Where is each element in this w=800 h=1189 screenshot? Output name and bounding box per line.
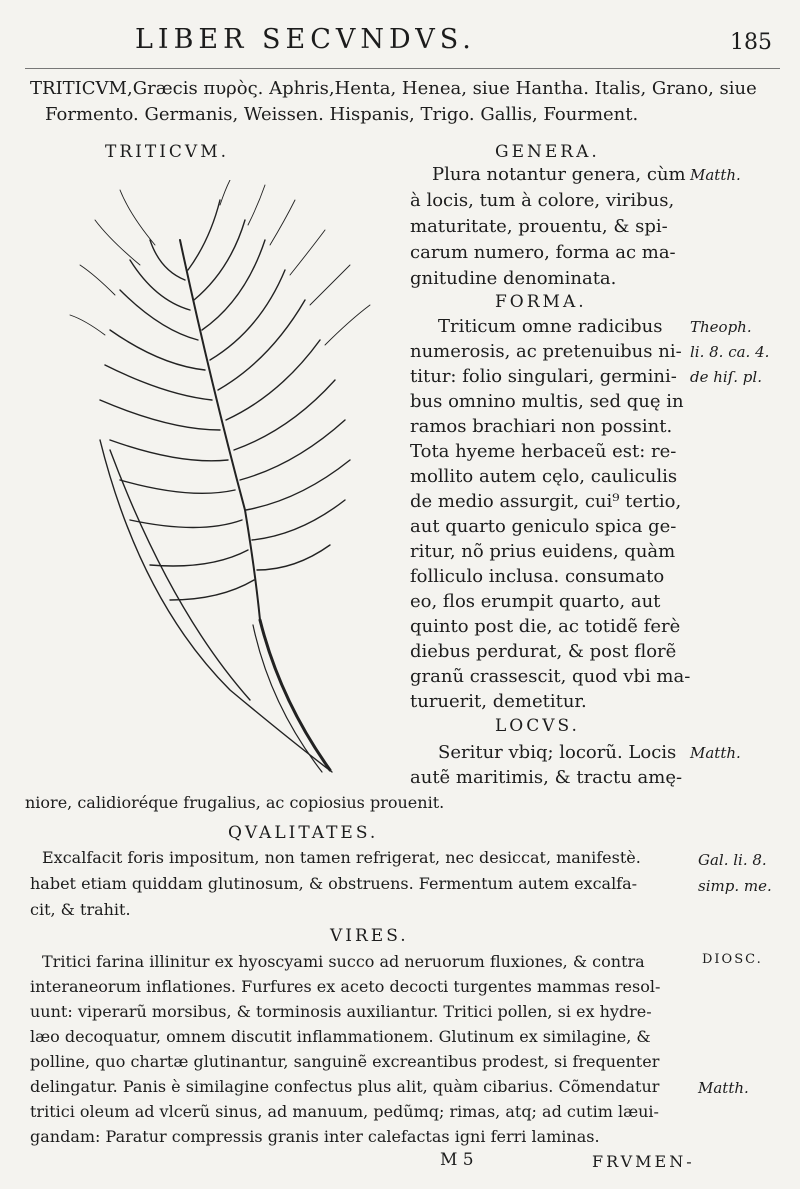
heading-vires: VIRES. — [330, 926, 409, 946]
header-rule — [25, 68, 780, 69]
genera-line: à locis, tum à colore, viribus, — [410, 190, 675, 211]
names-line-2: Formento. Germanis, Weissen. Hispanis, Trigo. Gallis, Fourment. — [45, 104, 639, 125]
forma-line: granũ crassescit, quod vbi ma- — [410, 666, 691, 687]
heading-forma: FORMA. — [495, 292, 587, 312]
page-number: 185 — [730, 30, 772, 55]
vires-line: polline, quo chartæ glutinantur, sanguinẽ excreantibus prodest, si frequenter — [30, 1052, 660, 1071]
margin-note-theoph-work: de hiſ. pl. — [690, 368, 762, 386]
margin-note-matth: Matth. — [690, 166, 741, 184]
locus-line: niore, calidioréque frugalius, ac copiosius prouenit. — [25, 793, 445, 812]
margin-note-theoph-ref: li. 8. ca. 4. — [690, 343, 770, 361]
forma-line: titur: folio singulari, germini- — [410, 366, 677, 387]
forma-line: eo, flos erumpit quarto, aut — [410, 591, 661, 612]
catchword: FRVMEN- — [592, 1152, 695, 1171]
locus-line: Seritur vbiq; locorũ. Locis — [438, 742, 677, 763]
vires-line: uunt: viperarũ morsibus, & torminosis auxiliantur. Tritici pollen, si ex hydre- — [30, 1002, 652, 1021]
forma-line: Triticum omne radicibus — [438, 316, 663, 337]
vires-line: interaneorum inflationes. Furfures ex aceto decocti turgentes mammas resol- — [30, 977, 661, 996]
forma-line: ritur, nõ prius euidens, quàm — [410, 541, 676, 562]
margin-note-galen-work: simp. me. — [698, 877, 772, 895]
genera-line: carum numero, forma ac ma- — [410, 242, 676, 263]
vires-line: tritici oleum ad vlcerũ sinus, ad manuum, pedũmq; rimas, atq; ad cutim læui- — [30, 1102, 659, 1121]
vires-line: gandam: Paratur compressis granis inter calefactas igni ferri laminas. — [30, 1127, 600, 1146]
qualitates-line: habet etiam quiddam glutinosum, & obstruens. Fermentum autem excalfa- — [30, 874, 638, 893]
forma-line: mollito autem cęlo, cauliculis — [410, 466, 678, 487]
names-line-1: TRITICVM,Græcis πυρὸς. Aphris,Henta, Henea, siue Hantha. Italis, Grano, siue — [30, 78, 757, 99]
forma-line: de medio assurgit, cui⁹ tertio, — [410, 491, 682, 512]
figure-caption: TRITICVM. — [105, 142, 230, 162]
forma-line: bus omnino multis, sed quę in — [410, 391, 684, 412]
vires-line: læo decoquatur, omnem discutit inflammationem. Glutinum ex similagine, & — [30, 1027, 651, 1046]
forma-line: numerosis, ac pretenuibus ni- — [410, 341, 682, 362]
margin-note-galen: Gal. li. 8. — [698, 851, 767, 869]
genera-line: Plura notantur genera, cùm — [432, 164, 686, 185]
qualitates-line: cit, & trahit. — [30, 900, 131, 919]
vires-line: Tritici farina illinitur ex hyoscyami succo ad neruorum fluxiones, & contra — [42, 952, 645, 971]
vires-line: delingatur. Panis è similagine confectus plus alit, quàm cibarius. Cõmendatur — [30, 1077, 660, 1096]
forma-line: quinto post die, ac totidẽ ferè — [410, 616, 681, 637]
forma-line: folliculo inclusa. consumato — [410, 566, 665, 587]
genera-line: maturitate, prouentu, & spi- — [410, 216, 668, 237]
forma-line: aut quarto geniculo spica ge- — [410, 516, 677, 537]
running-header: LIBER SECVNDVS. — [135, 24, 476, 55]
forma-line: diebus perdurat, & post florẽ — [410, 641, 677, 662]
heading-genera: GENERA. — [495, 142, 600, 162]
signature-mark: M 5 — [440, 1150, 474, 1170]
margin-note-diosc: DIOSC. — [702, 952, 763, 967]
heading-qualitates: QVALITATES. — [228, 823, 379, 843]
locus-line: autẽ maritimis, & tractu amę- — [410, 767, 683, 788]
heading-locus: LOCVS. — [495, 716, 580, 736]
genera-line: gnitudine denominata. — [410, 268, 617, 289]
margin-note-matth: Matth. — [698, 1079, 749, 1097]
forma-line: turuerit, demetitur. — [410, 691, 587, 712]
wheat-ear-illustration — [60, 180, 410, 780]
margin-note-theoph: Theoph. — [690, 318, 752, 336]
qualitates-line: Excalfacit foris impositum, non tamen refrigerat, nec desiccat, manifestè. — [42, 848, 641, 867]
margin-note-matth: Matth. — [690, 744, 741, 762]
forma-line: ramos brachiari non possint. — [410, 416, 673, 437]
forma-line: Tota hyeme herbaceũ est: re- — [410, 441, 677, 462]
